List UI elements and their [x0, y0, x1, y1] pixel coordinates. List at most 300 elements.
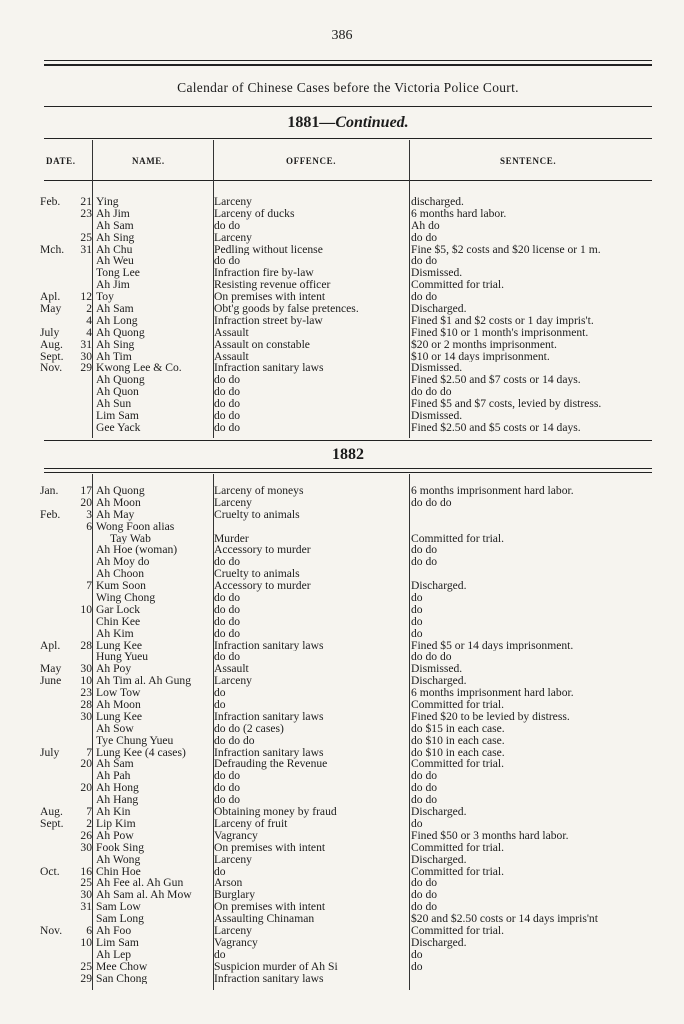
table-row	[0, 794, 684, 806]
case-offence: Infraction street by-law	[214, 314, 323, 327]
year-heading-1881	[44, 114, 652, 132]
case-month: May	[40, 302, 62, 316]
case-offence: do do	[214, 651, 241, 664]
case-name: Ah Hoe (woman)	[96, 544, 178, 557]
table-row	[0, 580, 684, 592]
case-name: Chin Kee	[96, 615, 141, 628]
year-1881: 1881	[287, 114, 320, 131]
case-name: Ah Moon	[96, 496, 141, 509]
table-row	[0, 232, 684, 244]
case-name: Ah Moon	[96, 699, 141, 711]
case-name: Ah Sing	[96, 231, 135, 244]
table-row	[0, 866, 684, 878]
case-day: 4	[86, 325, 92, 339]
case-day: 10	[80, 935, 92, 949]
case-offence: do do	[214, 782, 241, 795]
case-day: 2	[86, 816, 92, 830]
case-day: 21	[80, 195, 92, 208]
case-offence: Larceny	[214, 675, 252, 688]
case-offence: do do	[214, 603, 241, 616]
case-sentence: do $15 in each case.	[411, 722, 505, 735]
case-offence: Assault	[214, 663, 249, 676]
case-sentence: do $10 in each case.	[411, 734, 505, 747]
case-day: 20	[80, 757, 92, 771]
case-name: Chin Hoe	[96, 865, 141, 878]
case-offence: Accessory to murder	[214, 544, 311, 557]
table-row	[0, 973, 684, 985]
case-sentence: do do	[411, 291, 438, 304]
case-offence: Vagrancy	[214, 829, 258, 842]
case-day: 30	[80, 709, 92, 723]
case-sentence: do do	[411, 794, 438, 807]
case-sentence: do	[411, 627, 423, 640]
table-row	[0, 651, 684, 663]
case-name: Ah Sing	[96, 338, 135, 351]
case-month: Mch.	[40, 242, 65, 256]
case-name: Ah Tim	[96, 350, 132, 363]
case-offence: Obt'g goods by false pretences.	[214, 303, 359, 315]
case-name: Ah Sow	[96, 722, 134, 735]
case-day: 23	[80, 206, 92, 220]
table-row	[0, 374, 684, 386]
case-offence: do	[214, 687, 226, 700]
case-sentence: 6 months imprisonment hard labor.	[411, 485, 574, 497]
case-offence: Infraction sanitary laws	[214, 710, 324, 723]
case-month: Aug.	[40, 805, 63, 819]
case-day: 23	[80, 686, 92, 700]
case-month: Sept.	[40, 349, 64, 363]
case-name: Fook Sing	[96, 841, 144, 854]
section-rule-3	[44, 472, 652, 473]
case-sentence: Fined $1 and $2 costs or 1 day impris't.	[411, 314, 594, 327]
table-row	[0, 592, 684, 604]
case-name: Ah Quon	[96, 386, 139, 399]
case-offence: do do	[214, 770, 241, 783]
case-day: 20	[80, 781, 92, 795]
case-name: Lung Kee	[96, 710, 143, 723]
case-day: 20	[80, 495, 92, 509]
case-name: Sam Low	[96, 901, 141, 914]
case-name: Gee Yack	[96, 421, 141, 434]
case-sentence: do	[411, 615, 423, 628]
table-row	[0, 842, 684, 854]
case-name: Ah Fee al. Ah Gun	[96, 877, 184, 890]
case-name: Ah Hong	[96, 782, 139, 795]
case-sentence: Discharged.	[411, 853, 467, 866]
case-month: July	[40, 325, 60, 339]
case-offence: Arson	[214, 877, 243, 890]
case-offence: Infraction sanitary laws	[214, 972, 324, 985]
case-name: Ah Hang	[96, 794, 139, 807]
case-name: Ah Quong	[96, 485, 145, 497]
case-name: Mee Chow	[96, 960, 148, 973]
case-sentence: $20 or 2 months imprisonment.	[411, 338, 557, 351]
header-date: DATE.	[46, 156, 76, 166]
case-name: Ah Jim	[96, 207, 130, 220]
case-day: 7	[86, 805, 92, 819]
case-day: 31	[80, 242, 92, 256]
section-rule-1	[44, 440, 652, 441]
case-offence: Burglary	[214, 889, 256, 902]
case-day: 29	[80, 361, 92, 375]
year-1882: 1882	[332, 446, 364, 463]
case-sentence: do do	[411, 770, 438, 783]
table-row	[0, 937, 684, 949]
table-row	[0, 196, 684, 208]
table-row	[0, 758, 684, 770]
case-offence: Infraction fire by-law	[214, 267, 314, 280]
table-row	[0, 351, 684, 363]
case-name: Low Tow	[96, 687, 141, 700]
case-month: Nov.	[40, 361, 63, 375]
case-name: Ah May	[96, 508, 135, 521]
case-offence: do do	[214, 219, 241, 232]
case-day: 28	[80, 698, 92, 712]
case-month: Apl.	[40, 638, 61, 652]
table-row	[0, 889, 684, 901]
case-offence: do do	[214, 615, 241, 628]
page-number: 386	[331, 28, 353, 43]
case-month: Oct.	[40, 864, 60, 878]
table-row	[0, 961, 684, 973]
header-bottom-rule	[44, 180, 652, 181]
case-offence: Infraction sanitary laws	[214, 746, 324, 759]
case-sentence: do do	[411, 782, 438, 795]
header-top-rule	[44, 138, 652, 139]
case-sentence: Dismissed.	[411, 663, 463, 676]
case-offence: On premises with intent	[214, 841, 326, 854]
case-sentence: do do	[411, 877, 438, 890]
case-day: 7	[86, 745, 92, 759]
case-month: Sept.	[40, 816, 64, 830]
case-offence: Assault	[214, 350, 249, 363]
case-name: Lung Kee	[96, 639, 143, 652]
table-row	[0, 877, 684, 889]
case-name: Ah Kim	[96, 627, 134, 640]
table-row	[0, 291, 684, 303]
case-sentence: 6 months imprisonment hard labor.	[411, 687, 574, 700]
case-day: 6	[86, 923, 92, 937]
table-row	[0, 735, 684, 747]
case-sentence: do do	[411, 556, 438, 569]
table-row	[0, 521, 684, 533]
case-sentence: $10 or 14 days imprisonment.	[411, 350, 550, 363]
case-offence: Cruelty to animals	[214, 568, 300, 581]
table-row	[0, 640, 684, 652]
case-offence: On premises with intent	[214, 901, 326, 914]
table-row	[0, 556, 684, 568]
top-rule	[44, 60, 652, 61]
case-sentence: do do	[411, 231, 438, 244]
case-offence: Cruelty to animals	[214, 508, 300, 521]
case-month: July	[40, 745, 60, 759]
case-sentence: Fined $2.50 and $7 costs or 14 days.	[411, 374, 581, 387]
case-offence: do do	[214, 556, 241, 569]
table-row	[0, 568, 684, 580]
case-sentence: Fined $50 or 3 months hard labor.	[411, 829, 569, 842]
table-row	[0, 267, 684, 279]
case-sentence: Committed for trial.	[411, 532, 505, 545]
case-name: Kum Soon	[96, 580, 146, 593]
case-sentence: do do	[411, 544, 438, 557]
case-day: 10	[80, 674, 92, 688]
case-day: 3	[86, 507, 92, 521]
case-name: San Chong	[96, 972, 148, 985]
case-name: Lip Kim	[96, 817, 136, 830]
case-name: Tye Chung Yueu	[96, 734, 174, 747]
case-day: 7	[86, 579, 92, 593]
table-row	[0, 533, 684, 545]
table-row	[0, 315, 684, 327]
case-offence: do do	[214, 398, 241, 411]
case-offence: do do	[214, 410, 241, 422]
case-offence: Larceny	[214, 853, 252, 866]
case-offence: Assault on constable	[214, 338, 310, 351]
case-sentence: do	[411, 817, 423, 830]
table-row	[0, 244, 684, 256]
case-day: 30	[80, 840, 92, 854]
title-rule	[44, 106, 652, 107]
table-row	[0, 497, 684, 509]
case-day: 30	[80, 662, 92, 676]
case-name: Ah Pah	[96, 770, 131, 783]
table-row	[0, 723, 684, 735]
case-sentence: do do do	[411, 651, 452, 664]
case-sentence: Fined $2.50 and $5 costs or 14 days.	[411, 421, 581, 434]
table-row	[0, 509, 684, 521]
case-offence: Suspicion murder of Ah Si	[214, 960, 338, 973]
case-sentence: Committed for trial.	[411, 924, 505, 937]
case-offence: do do	[214, 255, 241, 268]
case-name: Sam Long	[96, 913, 144, 925]
case-month: Jan.	[40, 484, 59, 497]
case-sentence: Fined $5 and $7 costs, levied by distress.	[411, 398, 602, 411]
case-offence: do do	[214, 386, 241, 399]
top-rule-thick	[44, 64, 652, 66]
table-row	[0, 616, 684, 628]
case-offence: do	[214, 948, 226, 961]
table-row	[0, 913, 684, 925]
table-row	[0, 770, 684, 782]
section-rule-2	[44, 468, 652, 469]
case-month: Feb.	[40, 507, 61, 521]
case-offence: Murder	[214, 532, 249, 545]
case-name: Wing Chong	[96, 592, 156, 604]
case-name: Ah Quong	[96, 326, 145, 339]
table-row	[0, 628, 684, 640]
case-sentence: do do	[411, 889, 438, 902]
case-sentence: Committed for trial.	[411, 841, 505, 854]
case-offence: Assaulting Chinaman	[214, 913, 315, 925]
case-month: Apl.	[40, 290, 61, 304]
table-row	[0, 830, 684, 842]
header-offence: OFFENCE.	[286, 156, 337, 166]
case-sentence: do	[411, 592, 423, 604]
case-name: Ah Jim	[96, 279, 130, 292]
case-offence: do do do	[214, 734, 255, 747]
case-name: Ah Long	[96, 314, 138, 327]
case-month: Nov.	[40, 923, 63, 937]
case-name: Ah Kin	[96, 806, 131, 818]
case-name: Ah Lep	[96, 948, 132, 961]
calendar-title: Calendar of Chinese Cases before the Victoria Police Court.	[177, 80, 519, 95]
table-row	[0, 675, 684, 687]
case-day: 31	[80, 900, 92, 914]
case-sentence: Fined $10 or 1 month's imprisonment.	[411, 326, 589, 339]
case-offence: On premises with intent	[214, 291, 326, 304]
case-offence: Larceny	[214, 496, 252, 509]
case-offence: Infraction sanitary laws	[214, 639, 324, 652]
case-sentence: Committed for trial.	[411, 279, 505, 292]
case-name: Ah Pow	[96, 829, 134, 842]
year-heading-1882	[44, 446, 652, 464]
case-sentence: do	[411, 960, 423, 973]
case-sentence: Dismissed.	[411, 410, 463, 422]
case-day: 26	[80, 828, 92, 842]
case-offence: Larceny	[214, 196, 252, 208]
case-sentence: 6 months hard labor.	[411, 207, 507, 220]
case-sentence: do do do	[411, 386, 452, 399]
case-offence: Larceny of moneys	[214, 485, 304, 497]
case-day: 17	[80, 484, 92, 497]
case-offence: Obtaining money by fraud	[214, 806, 337, 818]
case-sentence: Discharged.	[411, 303, 467, 315]
case-sentence: Dismissed.	[411, 267, 463, 280]
case-sentence: Fine $5, $2 costs and $20 license or 1 m.	[411, 243, 601, 256]
case-day: 29	[80, 971, 92, 985]
case-offence: do do (2 cases)	[214, 722, 284, 735]
case-name: Tong Lee	[96, 267, 140, 280]
case-day: 2	[86, 302, 92, 316]
case-day: 25	[80, 230, 92, 244]
table-row	[0, 925, 684, 937]
case-month: June	[40, 674, 62, 688]
case-offence: Accessory to murder	[214, 580, 311, 593]
case-day: 10	[80, 602, 92, 616]
cases-1881	[0, 196, 684, 434]
case-month: Aug.	[40, 337, 63, 351]
case-offence: Larceny of fruit	[214, 817, 288, 830]
case-name: Ah Sam	[96, 219, 134, 232]
case-name: Lim Sam	[96, 936, 139, 949]
case-offence: Pedling without license	[214, 243, 323, 256]
case-sentence: Committed for trial.	[411, 699, 505, 711]
case-sentence: Fined $5 or 14 days imprisonment.	[411, 639, 574, 652]
table-row	[0, 303, 684, 315]
case-sentence: Committed for trial.	[411, 865, 505, 878]
table-row	[0, 362, 684, 374]
case-name: Ying	[96, 196, 119, 208]
table-row	[0, 220, 684, 232]
table-row	[0, 422, 684, 434]
table-row	[0, 663, 684, 675]
case-offence: Larceny	[214, 924, 252, 937]
cases-1882	[0, 485, 684, 984]
table-row	[0, 544, 684, 556]
case-day: 30	[80, 349, 92, 363]
case-day: 28	[80, 638, 92, 652]
case-month: May	[40, 662, 62, 676]
case-name: Toy	[96, 291, 114, 304]
case-name: Ah Wong	[96, 853, 141, 866]
case-name: Gar Lock	[96, 603, 141, 616]
case-name: Ah Weu	[96, 255, 134, 268]
case-day: 4	[86, 313, 92, 327]
case-sentence: Discharged.	[411, 580, 467, 593]
table-row	[0, 901, 684, 913]
table-row	[0, 747, 684, 759]
table-row	[0, 699, 684, 711]
case-name: Ah Quong	[96, 374, 145, 387]
case-name: Hung Yueu	[96, 651, 149, 664]
case-offence: Larceny of ducks	[214, 207, 295, 220]
case-day: 16	[80, 864, 92, 878]
table-row	[0, 949, 684, 961]
case-sentence: Discharged.	[411, 806, 467, 818]
table-row	[0, 782, 684, 794]
case-sentence: Committed for trial.	[411, 758, 505, 771]
table-row	[0, 806, 684, 818]
case-offence: Vagrancy	[214, 936, 258, 949]
table-row	[0, 208, 684, 220]
case-day: 25	[80, 876, 92, 890]
table-row	[0, 339, 684, 351]
case-sentence: Dismissed.	[411, 362, 463, 375]
case-sentence: discharged.	[411, 196, 464, 208]
table-row	[0, 854, 684, 866]
case-offence: do do	[214, 421, 241, 434]
case-offence: Assault	[214, 326, 249, 339]
case-name: Ah Choon	[96, 568, 144, 581]
case-offence: Resisting revenue officer	[214, 279, 331, 292]
case-name: Ah Sam	[96, 758, 134, 771]
case-name: Kwong Lee & Co.	[96, 362, 182, 375]
case-day: 30	[80, 888, 92, 902]
case-sentence: $20 and $2.50 costs or 14 days impris'nt	[411, 913, 598, 925]
table-row	[0, 327, 684, 339]
case-sentence: Discharged.	[411, 675, 467, 688]
case-offence: do do	[214, 374, 241, 387]
case-offence: do do	[214, 592, 241, 604]
case-offence: do do	[214, 794, 241, 807]
case-day: 25	[80, 959, 92, 973]
case-name: Ah Sun	[96, 398, 132, 411]
case-name: Lung Kee (4 cases)	[96, 746, 186, 759]
case-offence: Larceny	[214, 231, 252, 244]
case-sentence: do	[411, 948, 423, 961]
case-day: 6	[86, 519, 92, 533]
case-name: Ah Sam	[96, 303, 134, 315]
case-sentence: Fined $20 to be levied by distress.	[411, 710, 570, 723]
case-name: Ah Sam al. Ah Mow	[96, 889, 192, 902]
table-row	[0, 604, 684, 616]
table-row	[0, 398, 684, 410]
case-name: Ah Poy	[96, 663, 132, 676]
table-row	[0, 485, 684, 497]
case-name: Ah Moy do	[96, 556, 150, 569]
table-row	[0, 386, 684, 398]
case-offence: Defrauding the Revenue	[214, 758, 328, 771]
table-row	[0, 279, 684, 291]
case-sentence: do do	[411, 255, 438, 268]
table-row	[0, 711, 684, 723]
case-sentence: do do do	[411, 496, 452, 509]
case-day: 12	[80, 290, 92, 304]
case-day: 31	[80, 337, 92, 351]
case-offence: do	[214, 865, 226, 878]
table-row	[0, 255, 684, 267]
case-sentence: Discharged.	[411, 936, 467, 949]
